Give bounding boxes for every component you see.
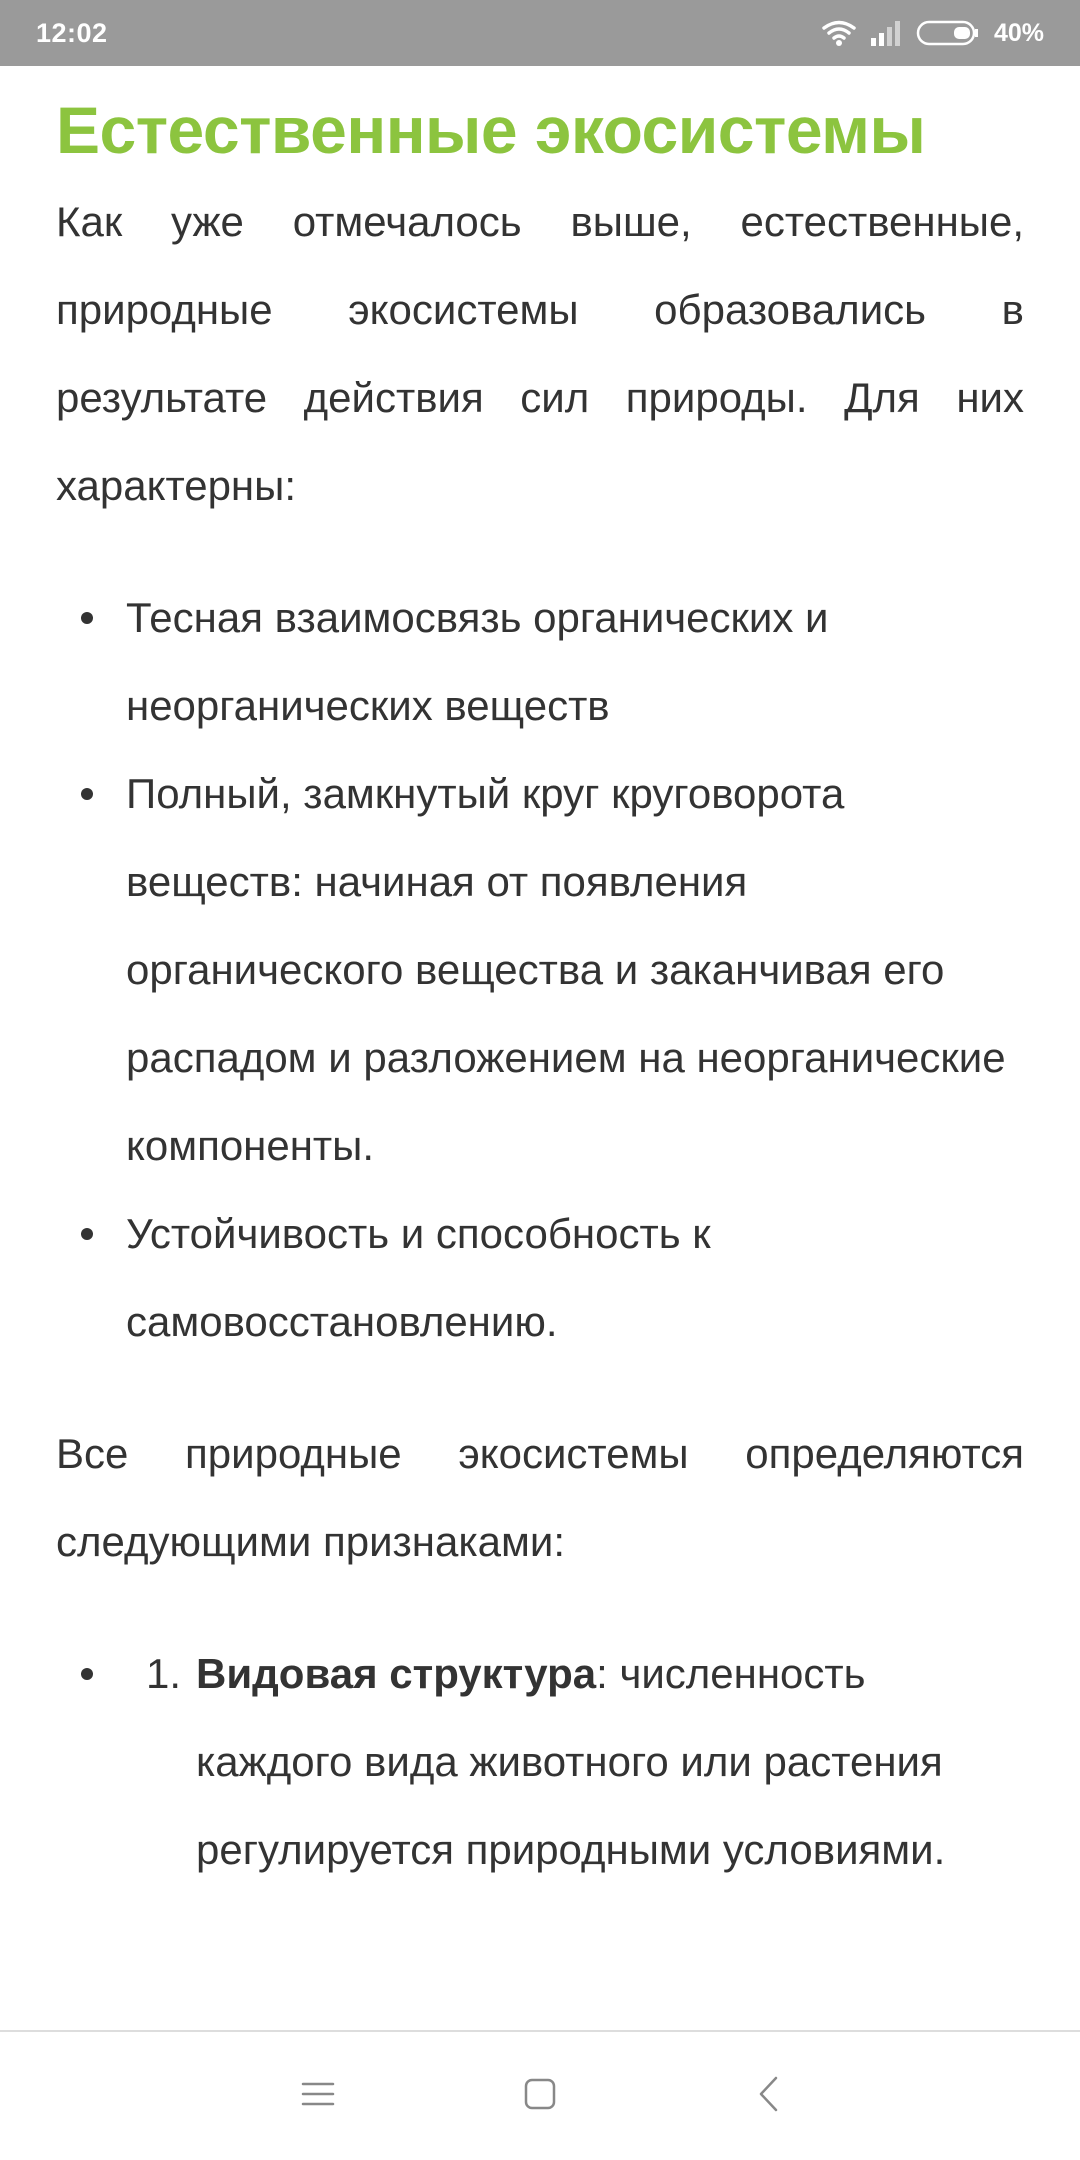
criteria-list (56, 1630, 1024, 1894)
home-square-icon (523, 2077, 557, 2116)
home-button[interactable] (510, 2066, 570, 2126)
criteria-intro-paragraph: Все природные экосистемы определяются следующими признаками: (56, 1430, 1024, 1565)
battery-icon (916, 19, 980, 47)
navigation-bar (0, 2030, 1080, 2160)
criteria-term: Видовая структура (196, 1650, 597, 1697)
wifi-icon (822, 19, 856, 47)
list-item-text: Полный, замкнутый круг круговорота веществ: начиная от появления органического вещества и заканчивая его распадом и разложением на неорганические компоненты. (126, 770, 1006, 1169)
intro-paragraph: Как уже отмечалось выше, естественные, природные экосистемы образовались в результате действия сил природы. Для них характерны: (56, 198, 1024, 509)
back-button[interactable] (738, 2066, 798, 2126)
status-time: 12:02 (36, 17, 108, 48)
status-bar (0, 0, 1080, 66)
list-item-text: Устойчивость и способность к самовосстановлению. (126, 1210, 711, 1345)
back-chevron-icon (756, 2075, 780, 2118)
bullet-icon (81, 1228, 93, 1240)
features-list (56, 574, 1024, 1366)
list-item-text: Тесная взаимосвязь органических и неорганических веществ (126, 594, 829, 729)
battery-percent: 40% (993, 18, 1044, 47)
criteria-number: 1. (146, 1650, 182, 1697)
criteria-item (56, 1630, 1024, 1894)
bullet-icon (81, 612, 93, 624)
bullet-icon (81, 788, 93, 800)
criteria-text: : численность каждого вида животного или растения регулируется природными условиями. (196, 1650, 946, 1873)
article (56, 66, 1024, 1894)
page-title: Естественные экосистемы (56, 93, 926, 167)
signal-icon (870, 20, 902, 46)
status-icons (822, 19, 1044, 48)
menu-icon (301, 2080, 335, 2113)
list-item (56, 1190, 1024, 1366)
list-item (56, 750, 1024, 1190)
list-item (56, 574, 1024, 750)
bullet-icon (81, 1668, 93, 1680)
menu-button[interactable] (288, 2066, 348, 2126)
